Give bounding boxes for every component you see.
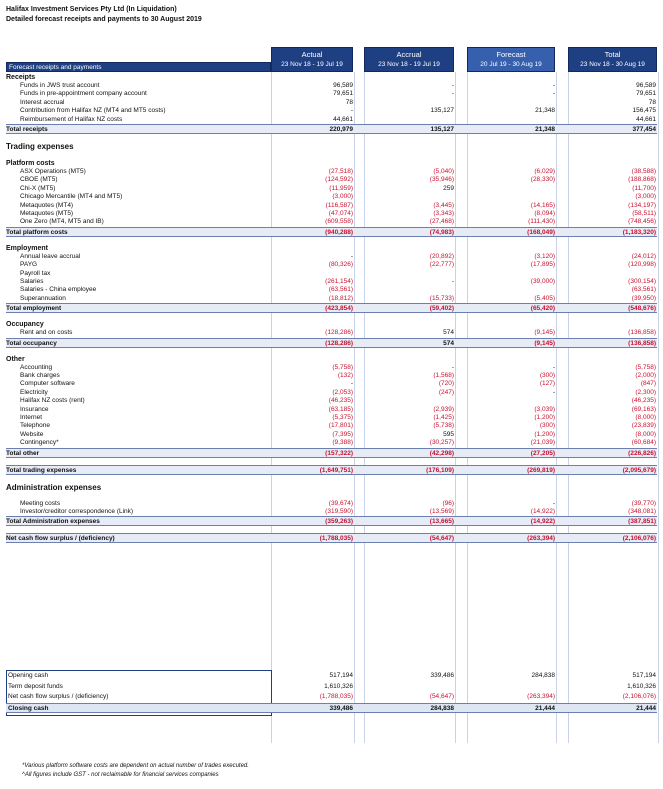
table-row (6, 107, 657, 115)
row-label: Net cash flow surplus / (deficiency) (8, 693, 109, 700)
total-row (6, 516, 657, 526)
table-row (6, 500, 657, 508)
col-header-forecast-top: Forecast (496, 50, 526, 59)
row-label: Electricity (20, 388, 48, 396)
cell-value: (116,587) (325, 201, 353, 209)
cell-value: (1,649,751) (319, 466, 353, 474)
cell-value: (46,235) (328, 397, 353, 405)
table-row (6, 159, 657, 168)
cell-value: (269,819) (527, 466, 555, 474)
total-row (6, 338, 657, 348)
cell-value: 156,475 (632, 107, 656, 115)
cell-value: (96) (442, 499, 454, 507)
cell-value: (63,561) (328, 286, 353, 294)
table-row (6, 185, 657, 193)
total-row (6, 533, 657, 543)
col-header-actual-top: Actual (301, 50, 323, 59)
cell-value: (176,109) (426, 466, 454, 474)
cell-value: (748,456) (628, 218, 656, 226)
cell-value: (5,405) (534, 294, 555, 302)
cell-value: (2,300) (635, 388, 656, 396)
table-row (6, 218, 657, 226)
row-label: One Zero (MT4, MT5 and IB) (20, 218, 104, 226)
total-row (6, 124, 657, 134)
cell-value: (3,343) (433, 210, 454, 217)
cell-value: (3,039) (534, 405, 555, 413)
table-row (6, 372, 657, 380)
cell-value: (63,561) (631, 286, 656, 294)
col-header-actual-bottom: 23 Nov 18 - 19 Jul 19 (281, 61, 343, 68)
col-header-accrual-top: Accrual (396, 50, 422, 59)
table-row (6, 355, 657, 364)
cell-value: (8,000) (635, 430, 656, 438)
row-label: Telephone (20, 422, 50, 430)
cell-value: 96,589 (333, 82, 353, 89)
summary-row (6, 682, 657, 692)
cell-value: (300) (539, 422, 555, 430)
cell-value: (60,684) (631, 439, 656, 447)
cell-value: (27,468) (429, 218, 454, 226)
row-label: Rent and on costs (20, 329, 73, 337)
row-label: Contingency* (20, 439, 59, 447)
table-row (6, 414, 657, 422)
table-row (6, 364, 657, 372)
cell-value: (21,039) (530, 439, 555, 447)
cell-value: (39,674) (328, 499, 353, 507)
cell-value: (9,145) (534, 329, 555, 337)
table-row (6, 482, 657, 494)
row-label: Opening cash (8, 672, 49, 679)
col-header-total-top: Total (604, 50, 621, 59)
cell-value: 1,610,326 (324, 682, 353, 690)
cell-value: (124,592) (325, 176, 353, 184)
cell-value: (128,286) (325, 329, 353, 337)
cell-value: (22,777) (429, 261, 454, 269)
table-row (6, 406, 657, 414)
cell-value: (157,322) (325, 449, 353, 457)
row-label: Other (6, 355, 25, 363)
table-row (6, 286, 657, 294)
cell-value: (13,569) (429, 508, 454, 515)
row-label: Receipts (6, 74, 36, 81)
table-row (6, 329, 657, 337)
table-row (6, 73, 657, 82)
row-label: Annual leave accrual (20, 252, 81, 260)
cell-value: (1,200) (534, 414, 555, 421)
row-label: Platform costs (6, 160, 55, 167)
cell-value: 259 (443, 184, 454, 192)
cell-value: (120,998) (628, 261, 656, 269)
cell-value: 44,661 (333, 115, 353, 123)
table-row (6, 116, 657, 124)
cell-value: 284,838 (430, 704, 454, 712)
cell-value: (348,081) (628, 508, 656, 515)
cell-value: (39,950) (631, 294, 656, 302)
cell-value: (359,263) (325, 518, 353, 526)
cell-value: (263,394) (527, 693, 555, 700)
cell-value: (128,286) (325, 339, 353, 347)
row-label: PAYG (20, 261, 38, 269)
table-row (6, 99, 657, 107)
cell-value: (2,095,679) (622, 466, 656, 474)
row-label: Salaries - China employee (20, 286, 97, 294)
section-label: Forecast receipts and payments (9, 64, 102, 71)
cell-value: (47,074) (328, 210, 353, 217)
cell-value: (6,029) (534, 168, 555, 175)
cell-value: (69,163) (631, 405, 656, 413)
table-row (6, 270, 657, 278)
cell-value: 220,979 (329, 126, 353, 133)
cell-value: (319,590) (325, 508, 353, 515)
cell-value: (30,257) (429, 439, 454, 447)
table-row (6, 278, 657, 286)
row-label: Investor/creditor correspondence (Link) (20, 508, 134, 515)
cell-value: 78 (648, 98, 656, 106)
cell-value: 135,127 (430, 107, 454, 115)
cell-value: (300) (539, 372, 555, 379)
cell-value: (132) (337, 372, 353, 379)
cell-value: (2,000) (635, 372, 656, 379)
row-label: Administration expenses (6, 482, 102, 492)
row-label: Total trading expenses (6, 466, 77, 474)
cell-value: (226,826) (628, 449, 656, 457)
cell-value: (3,120) (534, 252, 555, 260)
cell-value: (548,676) (628, 305, 656, 313)
cell-value: (39,770) (631, 499, 656, 507)
col-header-total (568, 47, 657, 72)
table-row (6, 431, 657, 439)
cell-value: - (350, 107, 353, 115)
cell-value: (134,197) (628, 201, 656, 209)
cell-value: (74,983) (429, 228, 454, 236)
total-row (6, 303, 657, 313)
footnote-1: *Various platform software costs are dependent on actual number of trades executed. (22, 763, 249, 769)
col-header-forecast (467, 47, 555, 72)
row-label: Net cash flow surplus / (deficiency) (6, 535, 115, 543)
cell-value: - (552, 499, 555, 507)
cell-value: 377,454 (632, 126, 656, 133)
cell-value: (8,094) (534, 210, 555, 217)
total-row (6, 448, 657, 458)
cell-value: (9,388) (332, 439, 353, 447)
cell-value: 21,444 (636, 704, 656, 712)
footnote-2: ^All figures include GST - not reclaimable for financial services companies (22, 772, 219, 778)
cell-value: 284,838 (531, 672, 555, 679)
cell-value: (15,733) (429, 294, 454, 302)
cell-value: 21,444 (535, 704, 555, 712)
cell-value: (13,665) (429, 518, 454, 526)
cell-value: (11,700) (632, 184, 656, 192)
cell-value: (1,788,035) (319, 693, 353, 700)
col-header-actual (271, 47, 353, 72)
cell-value: - (451, 82, 454, 89)
cell-value: 21,348 (535, 126, 555, 133)
row-label: ASX Operations (MT5) (20, 168, 86, 175)
cell-value: (17,895) (530, 261, 555, 269)
cell-value: (111,430) (528, 218, 555, 226)
cell-value: (263,394) (527, 535, 555, 543)
cell-value: (14,165) (530, 201, 555, 209)
row-label: Metaquotes (MT4) (20, 201, 74, 209)
cell-value: (27,518) (328, 168, 353, 175)
row-label: Reimbursement of Halifax NZ costs (20, 115, 123, 123)
col-header-forecast-bottom: 20 Jul 19 - 30 Aug 19 (480, 61, 542, 68)
cell-value: 79,651 (333, 90, 353, 98)
cell-value: (58,511) (632, 210, 656, 217)
table-row (6, 202, 657, 210)
row-label: Internet (20, 414, 43, 421)
cell-value: (1,200) (534, 430, 555, 438)
table-row (6, 210, 657, 218)
table-row (6, 320, 657, 329)
cell-value: (1,568) (433, 372, 454, 379)
row-label: Metaquotes (MT5) (20, 210, 74, 217)
cell-value: (27,205) (530, 449, 555, 457)
cell-value: (1,788,035) (319, 535, 353, 543)
cell-value: (3,000) (332, 193, 353, 201)
row-label: Occupancy (6, 321, 44, 329)
cell-value: (28,330) (530, 176, 555, 184)
cell-value: (720) (438, 380, 454, 388)
row-label: Computer software (20, 380, 75, 388)
cell-value: (20,892) (429, 252, 454, 260)
row-label: Halifax NZ costs (rent) (20, 397, 85, 405)
cell-value: (54,647) (429, 535, 454, 543)
cell-value: 574 (443, 339, 454, 347)
cell-value: (940,288) (325, 228, 353, 236)
table-row (6, 380, 657, 388)
cell-value: (54,647) (429, 693, 454, 700)
cell-value: (14,922) (530, 518, 555, 526)
cell-value: (136,858) (628, 339, 656, 347)
col-header-total-bottom: 23 Nov 18 - 30 Aug 19 (580, 61, 645, 68)
cell-value: (14,922) (530, 508, 555, 515)
row-label: Meeting costs (20, 499, 61, 507)
table-row (6, 82, 657, 90)
table-row (6, 141, 657, 153)
table-row (6, 389, 657, 397)
cell-value: - (451, 278, 454, 285)
col-header-accrual-bottom: 23 Nov 18 - 19 Jul 19 (378, 61, 440, 68)
row-label: Funds in JWS trust account (20, 82, 100, 89)
summary-row (6, 692, 657, 702)
table-row (6, 295, 657, 303)
cell-value: (847) (640, 380, 656, 388)
row-label: Interest accrual (20, 98, 65, 106)
cell-value: 78 (345, 98, 353, 106)
summary-row (6, 671, 657, 681)
table-row (6, 439, 657, 447)
cell-value: (1,183,320) (622, 228, 656, 236)
cell-value: (5,758) (635, 363, 656, 371)
cell-value: (247) (438, 388, 454, 396)
table-row (6, 397, 657, 405)
cell-value: (2,106,076) (622, 535, 656, 543)
cell-value: (3,000) (635, 193, 656, 201)
row-label: Salaries (20, 278, 44, 285)
cell-value: (80,326) (328, 261, 353, 269)
row-label: Chicago Mercantile (MT4 and MT5) (20, 193, 123, 201)
cell-value: (9,145) (534, 339, 555, 347)
cell-value: (127) (539, 380, 555, 388)
cell-value: (63,185) (328, 405, 353, 413)
row-label: Term deposit funds (8, 682, 63, 690)
cell-value: (3,445) (433, 201, 454, 209)
cell-value: 21,348 (535, 107, 555, 115)
table-row (6, 193, 657, 201)
cell-value: (42,298) (429, 449, 454, 457)
cell-value: (5,040) (433, 168, 454, 175)
cell-value: (5,758) (332, 363, 353, 371)
report-subtitle: Detailed forecast receipts and payments to 30 August 2019 (6, 16, 202, 23)
cell-value: (387,851) (628, 518, 656, 526)
section-label-bar (6, 62, 271, 72)
table-row (6, 422, 657, 430)
cell-value: - (552, 90, 555, 98)
row-label: Insurance (20, 405, 49, 413)
table-row (6, 508, 657, 516)
row-label: Accounting (20, 363, 53, 371)
table-row (6, 176, 657, 184)
cell-value: (300,154) (628, 278, 656, 285)
table-row (6, 90, 657, 98)
cell-value: (2,106,076) (622, 693, 656, 700)
cell-value: 339,486 (430, 672, 454, 679)
cell-value: 79,651 (636, 90, 656, 98)
row-label: Bank charges (20, 372, 60, 379)
row-label: CBOE (MT5) (20, 176, 58, 184)
row-label: Funds in pre-appointment company account (20, 90, 147, 98)
cell-value: (168,049) (527, 228, 555, 236)
cell-value: (8,000) (635, 414, 656, 421)
cell-value: - (350, 380, 353, 388)
cell-value: 1,610,326 (627, 682, 656, 690)
row-label: Payroll tax (20, 269, 51, 277)
cell-value: - (552, 82, 555, 89)
cell-value: (7,395) (332, 430, 353, 438)
cell-value: - (552, 363, 555, 371)
row-label: Total Administration expenses (6, 518, 100, 526)
cell-value: 595 (443, 430, 454, 438)
cell-value: (423,854) (325, 305, 353, 313)
cell-value: (65,420) (530, 305, 555, 313)
table-row (6, 168, 657, 176)
cell-value: 135,127 (430, 126, 454, 133)
row-label: Total platform costs (6, 228, 68, 236)
cell-value: (23,839) (631, 422, 656, 430)
cell-value: - (552, 388, 555, 396)
cell-value: 44,661 (636, 115, 656, 123)
cell-value: (59,402) (429, 305, 454, 313)
row-label: Superannuation (20, 294, 66, 302)
row-label: Chi-X (MT5) (20, 184, 56, 192)
cell-value: - (451, 90, 454, 98)
cell-value: (188,868) (628, 176, 656, 184)
cell-value: (35,946) (429, 176, 454, 184)
row-label: Total receipts (6, 126, 48, 133)
cell-value: 517,194 (632, 672, 656, 679)
table-row (6, 244, 657, 253)
cell-value: - (451, 363, 454, 371)
table-row (6, 253, 657, 261)
cell-value: - (350, 252, 353, 260)
row-label: Total other (6, 449, 40, 457)
cell-value: (17,801) (328, 422, 353, 430)
cell-value: (24,012) (631, 252, 656, 260)
cell-value: 517,194 (329, 672, 353, 679)
company-title: Halifax Investment Services Pty Ltd (In Liquidation) (6, 6, 177, 13)
col-header-accrual (364, 47, 454, 72)
cell-value: (5,738) (433, 422, 454, 430)
cell-value: (5,375) (332, 414, 353, 421)
cell-value: 96,589 (636, 82, 656, 89)
cell-value: (1,425) (433, 414, 454, 421)
row-label: Website (20, 430, 44, 438)
row-label: Contribution from Halifax NZ (MT4 and MT5 costs) (20, 107, 166, 115)
row-label: Trading expenses (6, 142, 74, 151)
row-label: Total employment (6, 305, 62, 313)
cell-value: (18,812) (328, 294, 353, 302)
row-label: Employment (6, 244, 49, 252)
cell-value: (11,959) (329, 184, 353, 192)
cell-value: (261,154) (325, 278, 353, 285)
total-row (6, 227, 657, 237)
cell-value: (2,939) (433, 405, 454, 413)
row-label: Closing cash (8, 704, 49, 712)
row-label: Total occupancy (6, 339, 57, 347)
table-row (6, 261, 657, 269)
summary-row (6, 703, 657, 713)
cell-value: (38,588) (631, 168, 656, 175)
cell-value: (2,053) (332, 388, 353, 396)
cell-value: 339,486 (329, 704, 353, 712)
cell-value: 574 (443, 329, 454, 337)
cell-value: (46,235) (631, 397, 656, 405)
cell-value: (39,000) (530, 278, 555, 285)
cell-value: (609,558) (325, 218, 353, 226)
total-row (6, 465, 657, 475)
cell-value: (136,858) (628, 329, 656, 337)
